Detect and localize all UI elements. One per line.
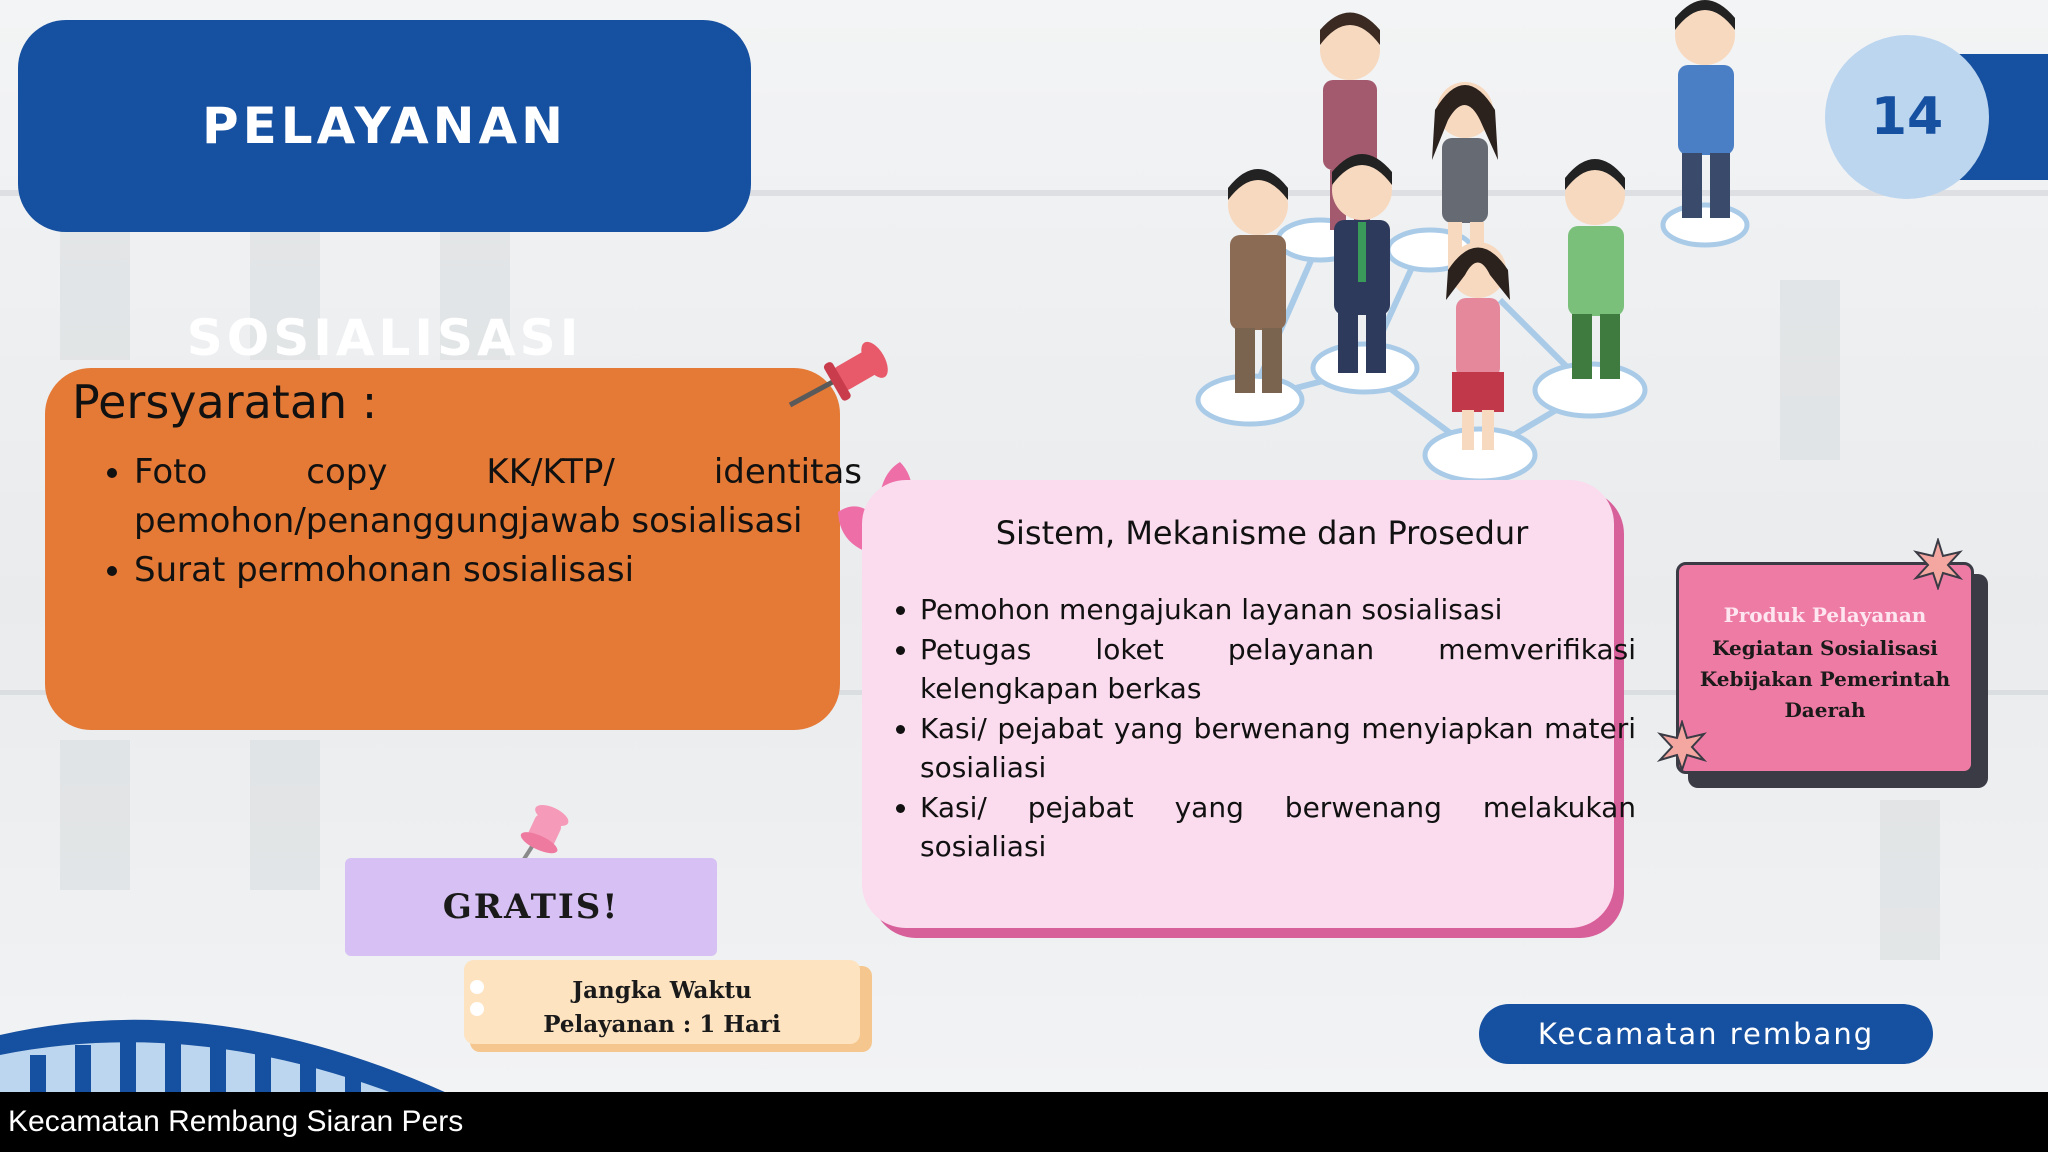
- requirement-item: • Foto copy KK/KTP/ identitas pemohon/penanggungjawab sosialisasi: [134, 448, 862, 546]
- building-window: [250, 740, 320, 890]
- procedure-item: • Kasi/ pejabat yang berwenang melakukan sosialiasi: [920, 788, 1636, 867]
- product-line: Kegiatan Sosialisasi: [1712, 636, 1938, 660]
- duration-line: Pelayanan : 1 Hari: [543, 1011, 781, 1038]
- page-title: PELAYANAN SOSIALISASI: [186, 97, 583, 367]
- product-heading: Produk Pelayanan: [1723, 603, 1927, 627]
- cost-label: GRATIS!: [442, 887, 620, 927]
- building-window: [1880, 800, 1940, 960]
- procedure-heading: Sistem, Mekanisme dan Prosedur: [995, 514, 1529, 552]
- organization-label: Kecamatan rembang: [1537, 1017, 1875, 1051]
- star-icon: [1656, 720, 1708, 772]
- procedure-item: • Kasi/ pejabat yang berwenang menyiapkan materi sosialiasi: [920, 709, 1636, 788]
- building-window: [1780, 280, 1840, 460]
- requirements-heading: Persyaratan :: [72, 375, 378, 429]
- duration-line: Jangka Waktu: [572, 977, 752, 1004]
- star-icon: [1912, 538, 1964, 590]
- procedure-item: • Petugas loket pelayanan memverifikasi kelengkapan berkas: [920, 630, 1636, 709]
- people-network-illustration: [1180, 0, 1760, 490]
- requirement-item: • Surat permohonan sosialisasi: [134, 546, 862, 595]
- pushpin-icon: [785, 330, 895, 420]
- procedure-list: [888, 590, 1636, 867]
- building-window: [60, 230, 130, 360]
- product-description: [1676, 633, 1974, 726]
- building-window: [60, 740, 130, 890]
- requirements-list: [100, 448, 862, 595]
- procedure-item: • Pemohon mengajukan layanan sosialisasi: [920, 590, 1636, 630]
- page-number: 14: [1870, 87, 1944, 147]
- product-line: Kebijakan Pemerintah: [1699, 667, 1951, 691]
- product-line: Daerah: [1784, 698, 1866, 722]
- caption-text: Kecamatan Rembang Siaran Pers: [8, 1105, 464, 1138]
